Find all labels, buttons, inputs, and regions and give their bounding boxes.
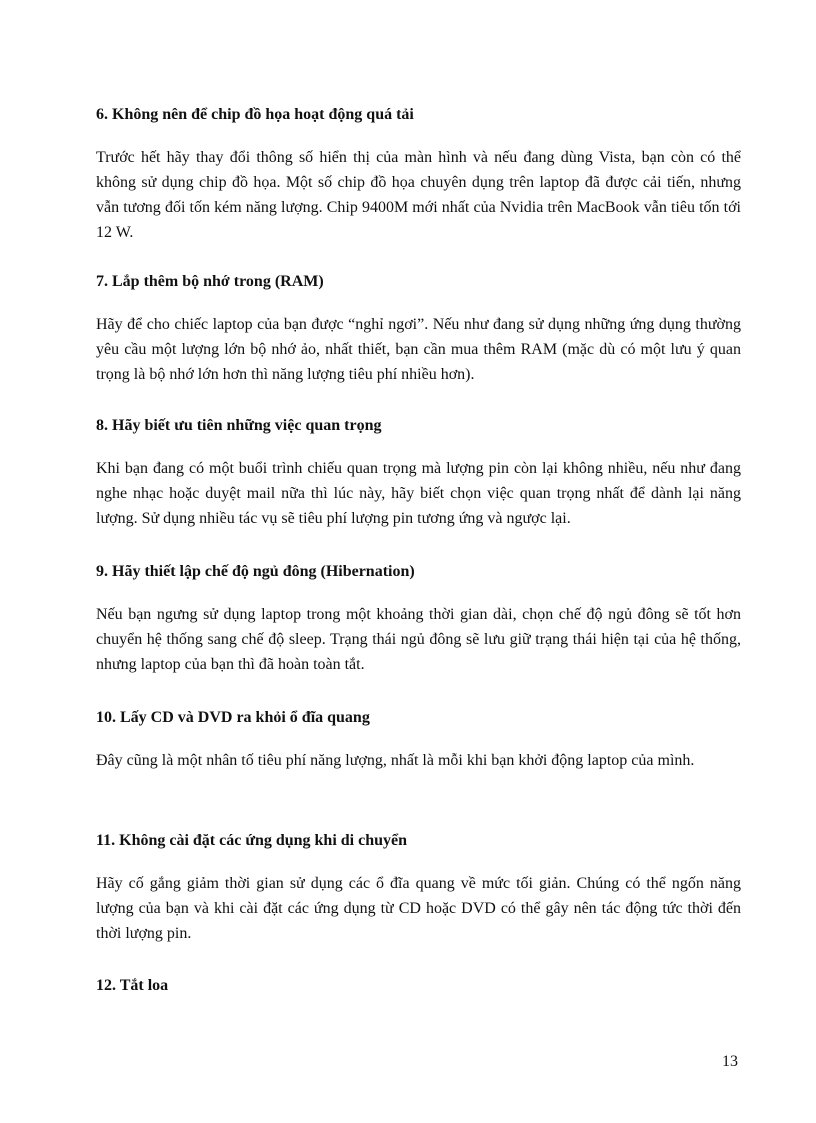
section-11 bbox=[96, 831, 741, 946]
section-paragraph: Nếu bạn ngưng sử dụng laptop trong một khoảng thời gian dài, chọn chế độ ngủ đông sẽ tốt hơn chuyển hệ thống sang chế độ sleep. Trạng thái ngủ đông sẽ lưu giữ trạng thái hiện tại của hệ thống, nhưng laptop của bạn thì đã hoàn toàn tắt. bbox=[96, 606, 741, 673]
section-8 bbox=[96, 416, 741, 531]
section-6 bbox=[96, 105, 741, 245]
section-heading: 10. Lấy CD và DVD ra khỏi ổ đĩa quang bbox=[96, 709, 370, 726]
section-paragraph: Hãy để cho chiếc laptop của bạn được “nghỉ ngơi”. Nếu như đang sử dụng những ứng dụng thường yêu cầu một lượng lớn bộ nhớ ảo, nhất thiết, bạn cần mua thêm RAM (mặc dù có một lưu ý quan trọng là bộ nhớ lớn hơn thì năng lượng tiêu phí nhiều hơn). bbox=[96, 316, 741, 383]
section-heading: 7. Lắp thêm bộ nhớ trong (RAM) bbox=[96, 273, 324, 290]
section-paragraph: Hãy cố gắng giảm thời gian sử dụng các ổ đĩa quang về mức tối giản. Chúng có thể ngốn năng lượng của bạn và khi cài đặt các ứng dụng từ CD hoặc DVD có thể gây nên tác động tức thời đến thời lượng pin. bbox=[96, 875, 741, 942]
section-heading: 12. Tắt loa bbox=[96, 977, 169, 994]
section-paragraph: Khi bạn đang có một buổi trình chiếu quan trọng mà lượng pin còn lại không nhiều, nếu như đang nghe nhạc hoặc duyệt mail nữa thì lúc này, hãy biết chọn việc quan trọng nhất để dành lại năng lượng. Sử dụng nhiều tác vụ sẽ tiêu phí lượng pin tương ứng và ngược lại. bbox=[96, 460, 741, 527]
section-10 bbox=[96, 708, 741, 773]
section-heading: 11. Không cài đặt các ứng dụng khi di chuyển bbox=[96, 832, 408, 849]
section-9 bbox=[96, 562, 741, 677]
section-paragraph: Trước hết hãy thay đổi thông số hiển thị của màn hình và nếu đang dùng Vista, bạn còn có thể không sử dụng chip đồ họa. Một số chip đồ họa chuyên dụng trên laptop đã được cải tiến, nhưng vẫn tương đối tốn kém năng lượng. Chip 9400M mới nhất của Nvidia trên MacBook vẫn tiêu tốn tới 12 W. bbox=[96, 149, 741, 241]
section-heading: 8. Hãy biết ưu tiên những việc quan trọng bbox=[96, 417, 382, 434]
page-number: 13 bbox=[722, 1053, 738, 1070]
section-12 bbox=[96, 976, 741, 996]
section-heading: 6. Không nên để chip đồ họa hoạt động quá tải bbox=[96, 106, 414, 123]
section-heading: 9. Hãy thiết lập chế độ ngủ đông (Hibernation) bbox=[96, 563, 415, 580]
section-7 bbox=[96, 272, 741, 387]
section-paragraph: Đây cũng là một nhân tố tiêu phí năng lượng, nhất là mỗi khi bạn khởi động laptop của mình. bbox=[96, 752, 695, 769]
